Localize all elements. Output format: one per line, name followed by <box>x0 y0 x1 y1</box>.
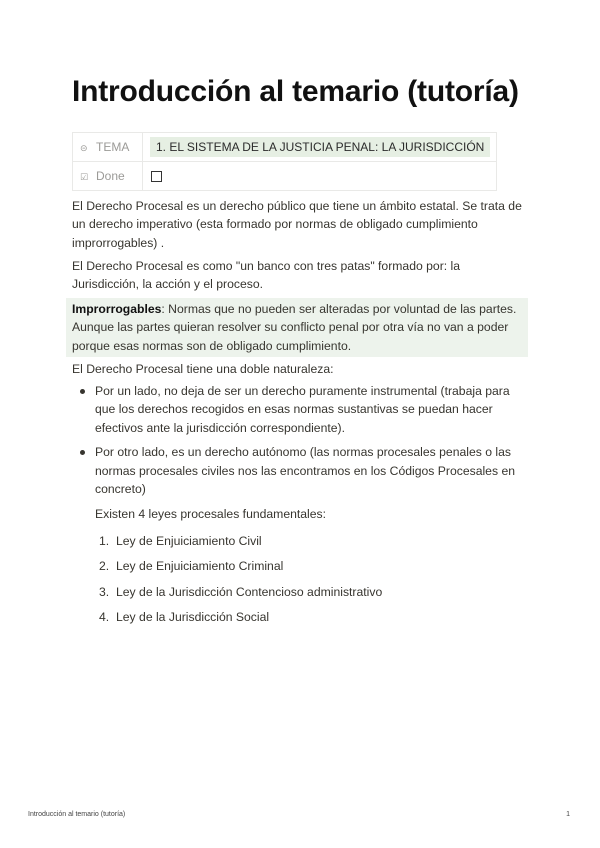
property-row-tema <box>73 133 497 162</box>
checkbox-property-icon: ☑ <box>80 172 89 182</box>
property-key: ☑ Done <box>73 162 143 191</box>
footer-title: Introducción al temario (tutoría) <box>28 811 126 818</box>
select-icon: ⊝ <box>80 143 88 153</box>
property-value <box>143 162 497 191</box>
property-value[interactable] <box>143 133 497 162</box>
list-item: 3. Ley de la Jurisdicción Contencioso administrativo <box>99 584 383 599</box>
tema-tag[interactable]: 1. EL SISTEMA DE LA JUSTICIA PENAL: LA JURISDICCIÓN <box>150 137 490 157</box>
bullet-list <box>72 382 528 626</box>
callout <box>66 298 528 357</box>
paragraph: El Derecho Procesal tiene una doble naturaleza: <box>72 362 334 376</box>
list-item: Por un lado, no deja de ser un derecho puramente instrumental (trabaja para que los derechos recogidos en esas normas sustantivas se puedan hacer efectivos ante la jurisdicción correspondiente). <box>72 382 528 437</box>
list-item: Por otro lado, es un derecho autónomo (las normas procesales penales o las normas procesales civiles nos las encontramos en los Códigos Procesales en concreto) Existen 4 leyes procesales fundamentales: 1. Ley de Enjuiciamiento Civil 2. Ley de Enjuiciamiento Criminal 3. Ley de la Jurisdicción Contencioso administrativo 4. Ley de la Jurisdicción Social <box>72 443 528 626</box>
properties-table <box>72 132 497 191</box>
list-item: 1. Ley de Enjuiciamiento Civil <box>99 533 262 548</box>
paragraph: El Derecho Procesal es un derecho público que tiene un ámbito estatal. Se trata de un derecho imperativo (esta formado por normas de obligado cumplimiento improrrogables) . <box>72 199 522 250</box>
laws-intro: Existen 4 leyes procesales fundamentales: <box>95 507 327 522</box>
done-checkbox[interactable] <box>151 171 162 182</box>
bullet-dot <box>80 450 85 455</box>
callout-text: : Normas que no pueden ser alteradas por voluntad de las partes. Aunque las partes quieran resolver su conflicto penal por otra vía no van a poder porque esas normas son de obligado cumplimiento. <box>72 302 517 353</box>
page-number: 1 <box>566 811 570 818</box>
property-row-done <box>73 162 497 191</box>
list-item: 2. Ley de Enjuiciamiento Criminal <box>99 559 284 574</box>
numbered-list <box>95 532 528 627</box>
page-title: Introducción al temario (tutoría) <box>72 75 519 108</box>
list-item: 4. Ley de la Jurisdicción Social <box>99 610 270 625</box>
bullet-dot <box>80 389 85 394</box>
property-key: ⊝ TEMA <box>73 133 143 162</box>
paragraph: El Derecho Procesal es como "un banco con tres patas" formado por: la Jurisdicción, la acción y el proceso. <box>72 259 461 292</box>
callout-term: Improrrogables <box>72 302 162 316</box>
